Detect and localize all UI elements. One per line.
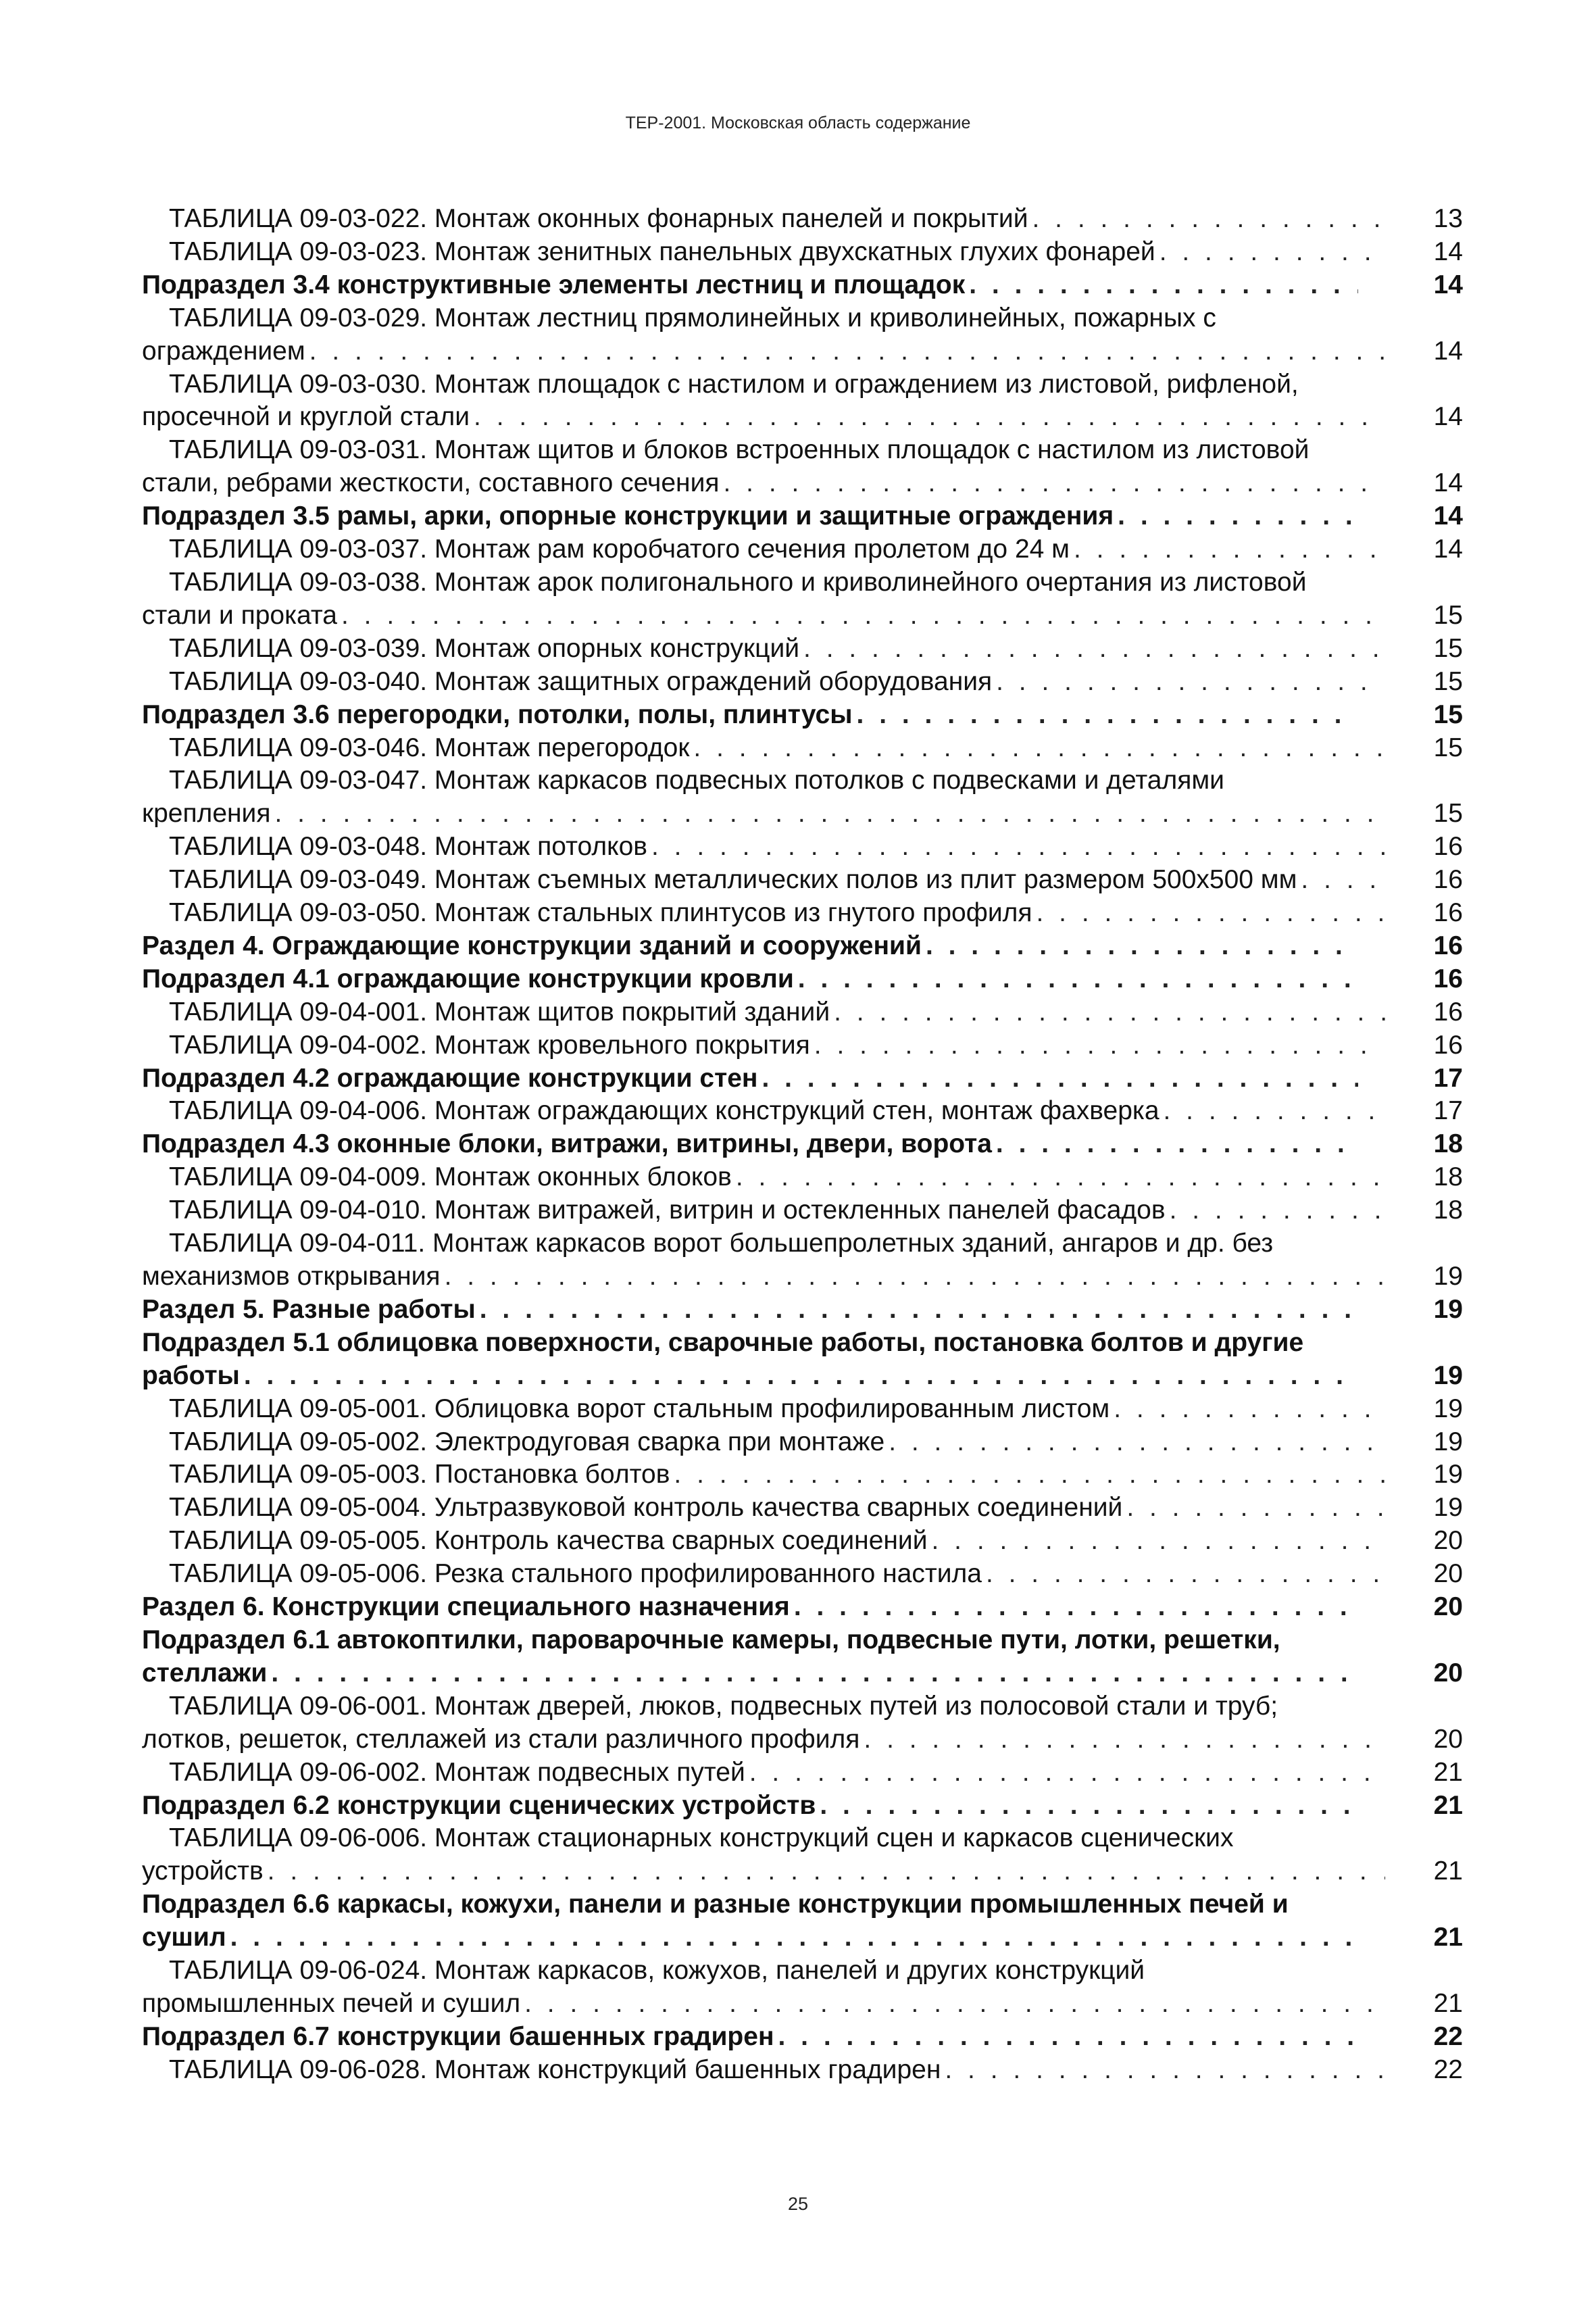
dot-leader <box>341 599 1385 633</box>
dot-leader <box>309 335 1385 368</box>
toc-entry-text: ТАБЛИЦА 09-03-037. Монтаж рам коробчатого сечения пролетом до 24 м <box>169 535 1070 564</box>
toc-page-number: 21 <box>1433 1856 1463 1886</box>
toc-table-entry[interactable] <box>142 1756 1463 1790</box>
toc-page-number: 19 <box>1433 1360 1463 1390</box>
dot-leader <box>1074 533 1385 566</box>
toc-entry-text: Подраздел 6.6 каркасы, кожухи, панели и разные конструкции промышленных печей и <box>142 1890 1289 1919</box>
toc-entry-text: ТАБЛИЦА 09-06-024. Монтаж каркасов, кожухов, панелей и других конструкций <box>169 1956 1145 1986</box>
toc-page-number: 20 <box>1433 1559 1463 1589</box>
toc-entry-text: стеллажи <box>142 1658 268 1688</box>
toc-page-number: 15 <box>1433 799 1463 829</box>
toc-table-entry[interactable] <box>142 1393 1463 1426</box>
dot-leader <box>820 1790 1358 1823</box>
toc-page-number: 14 <box>1433 468 1463 498</box>
toc-entry-text: ТАБЛИЦА 09-06-006. Монтаж стационарных конструкций сцен и каркасов сценических <box>169 1823 1234 1853</box>
toc-entry-text: работы <box>142 1360 240 1390</box>
toc-page-number: 19 <box>1433 1394 1463 1423</box>
toc-entry-text: просечной и круглой стали <box>142 402 470 432</box>
dot-leader <box>524 1988 1385 2021</box>
toc-page-number: 20 <box>1433 1592 1463 1622</box>
toc-table-entry[interactable] <box>142 236 1463 269</box>
toc-page-number: 19 <box>1433 1460 1463 1490</box>
toc-page-number: 15 <box>1433 666 1463 696</box>
toc-section-entry[interactable] <box>142 930 1463 963</box>
toc-entry-text: Подраздел 3.6 перегородки, потолки, полы, плинтусы <box>142 699 853 729</box>
toc-section-entry[interactable] <box>142 500 1463 533</box>
toc-page-number: 18 <box>1433 1196 1463 1225</box>
toc-section-entry[interactable] <box>142 1294 1463 1327</box>
toc-entry-text: ТАБЛИЦА 09-06-001. Монтаж дверей, люков, подвесных путей из полосовой стали и труб; <box>169 1691 1278 1721</box>
toc-page-number: 16 <box>1433 931 1463 960</box>
dot-leader <box>945 2054 1385 2087</box>
dot-leader <box>932 1525 1385 1558</box>
toc-entry-text: ТАБЛИЦА 09-05-004. Ультразвуковой контроль качества сварных соединений <box>169 1493 1123 1523</box>
dot-leader <box>814 1029 1385 1062</box>
toc-table-entry[interactable] <box>142 1029 1463 1062</box>
toc-entry-text: ТАБЛИЦА 09-03-031. Монтаж щитов и блоков встроенных площадок с настилом из листовой <box>169 435 1310 465</box>
toc-page-number: 16 <box>1433 898 1463 928</box>
toc-page-number: 15 <box>1433 699 1463 729</box>
toc-entry-text: Подраздел 3.5 рамы, арки, опорные конструкции и защитные ограждения <box>142 501 1114 531</box>
toc-table-entry[interactable] <box>142 566 1463 633</box>
toc-entry-text: ТАБЛИЦА 09-06-028. Монтаж конструкций башенных градирен <box>169 2054 941 2084</box>
toc-entry-text: ТАБЛИЦА 09-03-048. Монтаж потолков <box>169 832 647 862</box>
toc-entry-text: ТАБЛИЦА 09-04-011. Монтаж каркасов ворот большепролетных зданий, ангаров и др. без <box>169 1229 1274 1258</box>
toc-page-number: 15 <box>1433 633 1463 663</box>
toc-section-entry[interactable] <box>142 1790 1463 1823</box>
toc-section-entry[interactable] <box>142 963 1463 996</box>
toc-section-entry[interactable] <box>142 699 1463 732</box>
toc-entry-text: ТАБЛИЦА 09-05-001. Облицовка ворот стальным профилированным листом <box>169 1394 1110 1423</box>
dot-leader <box>803 633 1385 666</box>
dot-leader <box>749 1756 1385 1790</box>
toc-table-entry[interactable] <box>142 1558 1463 1591</box>
toc-entry-text: ТАБЛИЦА 09-05-006. Резка стального профилированного настила <box>169 1559 982 1589</box>
dot-leader <box>778 2021 1358 2054</box>
toc-page-number: 15 <box>1433 733 1463 762</box>
dot-leader <box>1036 897 1385 930</box>
dot-leader <box>996 1128 1358 1161</box>
toc-entry-text: механизмов открывания <box>142 1262 441 1291</box>
toc-entry-text: Раздел 5. Разные работы <box>142 1294 476 1324</box>
toc-table-entry[interactable] <box>142 368 1463 435</box>
toc-table-entry[interactable] <box>142 1426 1463 1459</box>
toc-entry-text: ТАБЛИЦА 09-04-002. Монтаж кровельного покрытия <box>169 1030 810 1060</box>
toc-page-number: 14 <box>1433 237 1463 266</box>
toc-table-entry[interactable] <box>142 203 1463 236</box>
toc-page-number: 16 <box>1433 964 1463 993</box>
dot-leader <box>834 996 1385 1029</box>
toc-entry-text: стали и проката <box>142 600 337 630</box>
dot-leader <box>1164 1095 1385 1128</box>
toc-table-entry[interactable] <box>142 864 1463 897</box>
toc-page-number: 18 <box>1433 1162 1463 1192</box>
dot-leader <box>480 1294 1358 1327</box>
toc-entry-text: Подраздел 4.2 ограждающие конструкции стен <box>142 1063 758 1093</box>
toc-page-number: 19 <box>1433 1427 1463 1456</box>
toc-entry-text: ТАБЛИЦА 09-04-006. Монтаж ограждающих конструкций стен, монтаж фахверка <box>169 1096 1159 1126</box>
toc-table-entry[interactable] <box>142 1525 1463 1558</box>
toc-entry-text: Подраздел 6.1 автокоптилки, пароварочные камеры, подвесные пути, лотки, решетки, <box>142 1625 1280 1654</box>
toc-section-entry[interactable] <box>142 1888 1463 1954</box>
toc-page-number: 17 <box>1433 1096 1463 1126</box>
running-header: ТЕР-2001. Московская область содержание <box>625 114 971 132</box>
toc-table-entry[interactable] <box>142 1095 1463 1128</box>
toc-section-entry[interactable] <box>142 269 1463 302</box>
dot-leader <box>274 797 1385 831</box>
toc-entry-text: ТАБЛИЦА 09-06-002. Монтаж подвесных путей <box>169 1757 745 1787</box>
table-of-contents <box>142 203 1463 2087</box>
toc-entry-text: ТАБЛИЦА 09-04-010. Монтаж витражей, витрин и остекленных панелей фасадов <box>169 1196 1166 1225</box>
dot-leader <box>986 1558 1385 1591</box>
toc-page-number: 20 <box>1433 1526 1463 1556</box>
toc-entry-text: ТАБЛИЦА 09-03-040. Монтаж защитных ограждений оборудования <box>169 666 993 696</box>
toc-entry-text: ТАБЛИЦА 09-03-023. Монтаж зенитных панельных двухскатных глухих фонарей <box>169 237 1155 266</box>
toc-entry-text: сушил <box>142 1923 226 1952</box>
dot-leader <box>996 666 1385 699</box>
toc-entry-text: ТАБЛИЦА 09-04-009. Монтаж оконных блоков <box>169 1162 732 1192</box>
toc-entry-text: Подраздел 5.1 облицовка поверхности, сварочные работы, постановка болтов и другие <box>142 1327 1304 1357</box>
dot-leader <box>230 1921 1358 1954</box>
toc-entry-text: ТАБЛИЦА 09-05-005. Контроль качества сварных соединений <box>169 1526 928 1556</box>
toc-table-entry[interactable] <box>142 1194 1463 1227</box>
dot-leader <box>1170 1194 1385 1227</box>
toc-page-number: 13 <box>1433 204 1463 233</box>
toc-page-number: 16 <box>1433 1030 1463 1060</box>
toc-entry-text: Подраздел 6.7 конструкции башенных градирен <box>142 2021 774 2051</box>
toc-section-entry[interactable] <box>142 1327 1463 1393</box>
toc-page-number: 19 <box>1433 1294 1463 1324</box>
toc-page-number: 16 <box>1433 997 1463 1027</box>
toc-page-number: 15 <box>1433 600 1463 630</box>
toc-table-entry[interactable] <box>142 666 1463 699</box>
dot-leader <box>762 1062 1358 1096</box>
toc-table-entry[interactable] <box>142 434 1463 500</box>
dot-leader <box>736 1161 1385 1194</box>
toc-table-entry[interactable] <box>142 2054 1463 2087</box>
toc-entry-text: промышленных печей и сушил <box>142 1988 521 2018</box>
dot-leader <box>864 1723 1385 1756</box>
toc-table-entry[interactable] <box>142 1458 1463 1492</box>
dot-leader <box>857 699 1358 732</box>
dot-leader <box>1032 203 1386 236</box>
toc-table-entry[interactable] <box>142 996 1463 1029</box>
dot-leader <box>794 1591 1358 1624</box>
dot-leader <box>969 269 1358 302</box>
dot-leader <box>693 732 1385 765</box>
toc-entry-text: устройств <box>142 1856 264 1886</box>
toc-section-entry[interactable] <box>142 1062 1463 1096</box>
dot-leader <box>798 963 1358 996</box>
toc-page-number: 21 <box>1433 1757 1463 1787</box>
dot-leader <box>1118 500 1358 533</box>
toc-page-number: 21 <box>1433 1988 1463 2018</box>
dot-leader <box>889 1426 1385 1459</box>
toc-table-entry[interactable] <box>142 533 1463 566</box>
toc-entry-text: крепления <box>142 799 271 829</box>
toc-entry-text: лотков, решеток, стеллажей из стали различного профиля <box>142 1724 860 1754</box>
toc-entry-text: ТАБЛИЦА 09-03-022. Монтаж оконных фонарных панелей и покрытий <box>169 204 1028 233</box>
dot-leader <box>926 930 1358 963</box>
toc-table-entry[interactable] <box>142 1492 1463 1525</box>
toc-entry-text: Раздел 6. Конструкции специального назначения <box>142 1592 790 1622</box>
toc-section-entry[interactable] <box>142 1591 1463 1624</box>
dot-leader <box>1301 864 1385 897</box>
toc-page-number: 21 <box>1433 1923 1463 1952</box>
page-number: 25 <box>787 2194 809 2214</box>
toc-section-entry[interactable] <box>142 2021 1463 2054</box>
toc-page-number: 14 <box>1433 336 1463 366</box>
toc-entry-text: ограждением <box>142 336 305 366</box>
toc-page-number: 19 <box>1433 1493 1463 1523</box>
dot-leader <box>244 1360 1358 1393</box>
toc-table-entry[interactable] <box>142 1822 1463 1888</box>
toc-entry-text: ТАБЛИЦА 09-03-050. Монтаж стальных плинтусов из гнутого профиля <box>169 898 1032 928</box>
dot-leader <box>474 401 1385 434</box>
dot-leader <box>1159 236 1385 269</box>
toc-entry-text: стали, ребрами жесткости, составного сечения <box>142 468 720 498</box>
dot-leader <box>651 831 1385 864</box>
toc-entry-text: ТАБЛИЦА 09-03-039. Монтаж опорных конструкций <box>169 633 800 663</box>
dot-leader <box>1126 1492 1385 1525</box>
toc-entry-text: Подраздел 4.1 ограждающие конструкции кровли <box>142 964 794 993</box>
toc-page-number: 16 <box>1433 832 1463 862</box>
toc-page-number: 16 <box>1433 865 1463 895</box>
toc-page-number: 20 <box>1433 1724 1463 1754</box>
toc-page-number: 14 <box>1433 501 1463 531</box>
toc-entry-text: ТАБЛИЦА 09-05-003. Постановка болтов <box>169 1460 670 1490</box>
dot-leader <box>674 1458 1385 1492</box>
toc-entry-text: ТАБЛИЦА 09-03-038. Монтаж арок полигонального и криволинейного очертания из листовой <box>169 567 1307 597</box>
toc-entry-text: ТАБЛИЦА 09-03-029. Монтаж лестниц прямолинейных и криволинейных, пожарных с <box>169 303 1216 333</box>
toc-entry-text: ТАБЛИЦА 09-03-047. Монтаж каркасов подвесных потолков с подвесками и деталями <box>169 766 1224 795</box>
toc-table-entry[interactable] <box>142 897 1463 930</box>
toc-table-entry[interactable] <box>142 302 1463 368</box>
dot-leader <box>1114 1393 1385 1426</box>
toc-entry-text: Раздел 4. Ограждающие конструкции зданий и сооружений <box>142 931 922 960</box>
toc-table-entry[interactable] <box>142 764 1463 831</box>
toc-table-entry[interactable] <box>142 831 1463 864</box>
dot-leader <box>271 1657 1358 1690</box>
toc-section-entry[interactable] <box>142 1624 1463 1690</box>
toc-page-number: 19 <box>1433 1262 1463 1291</box>
toc-entry-text: Подраздел 6.2 конструкции сценических устройств <box>142 1790 816 1820</box>
toc-entry-text: Подраздел 4.3 оконные блоки, витражи, витрины, двери, ворота <box>142 1129 992 1159</box>
toc-page-number: 17 <box>1433 1063 1463 1093</box>
toc-page-number: 14 <box>1433 535 1463 564</box>
toc-page-number: 22 <box>1433 2054 1463 2084</box>
toc-entry-text: ТАБЛИЦА 09-03-046. Монтаж перегородок <box>169 733 690 762</box>
toc-page-number: 18 <box>1433 1129 1463 1159</box>
toc-page-number: 21 <box>1433 1790 1463 1820</box>
toc-page-number: 22 <box>1433 2021 1463 2051</box>
toc-table-entry[interactable] <box>142 1227 1463 1294</box>
toc-entry-text: ТАБЛИЦА 09-05-002. Электродуговая сварка при монтаже <box>169 1427 885 1456</box>
toc-entry-text: ТАБЛИЦА 09-03-030. Монтаж площадок с настилом и ограждением из листовой, рифленой, <box>169 369 1299 399</box>
toc-table-entry[interactable] <box>142 732 1463 765</box>
toc-page-number: 14 <box>1433 270 1463 299</box>
dot-leader <box>724 467 1386 500</box>
toc-entry-text: ТАБЛИЦА 09-03-049. Монтаж съемных металлических полов из плит размером 500х500 мм <box>169 865 1297 895</box>
toc-table-entry[interactable] <box>142 1161 1463 1194</box>
toc-table-entry[interactable] <box>142 633 1463 666</box>
toc-table-entry[interactable] <box>142 1690 1463 1756</box>
toc-table-entry[interactable] <box>142 1954 1463 2021</box>
toc-page-number: 14 <box>1433 402 1463 432</box>
toc-entry-text: ТАБЛИЦА 09-04-001. Монтаж щитов покрытий зданий <box>169 997 830 1027</box>
toc-entry-text: Подраздел 3.4 конструктивные элементы лестниц и площадок <box>142 270 966 299</box>
dot-leader <box>445 1260 1385 1294</box>
toc-page-number: 20 <box>1433 1658 1463 1688</box>
dot-leader <box>268 1855 1385 1888</box>
toc-section-entry[interactable] <box>142 1128 1463 1161</box>
